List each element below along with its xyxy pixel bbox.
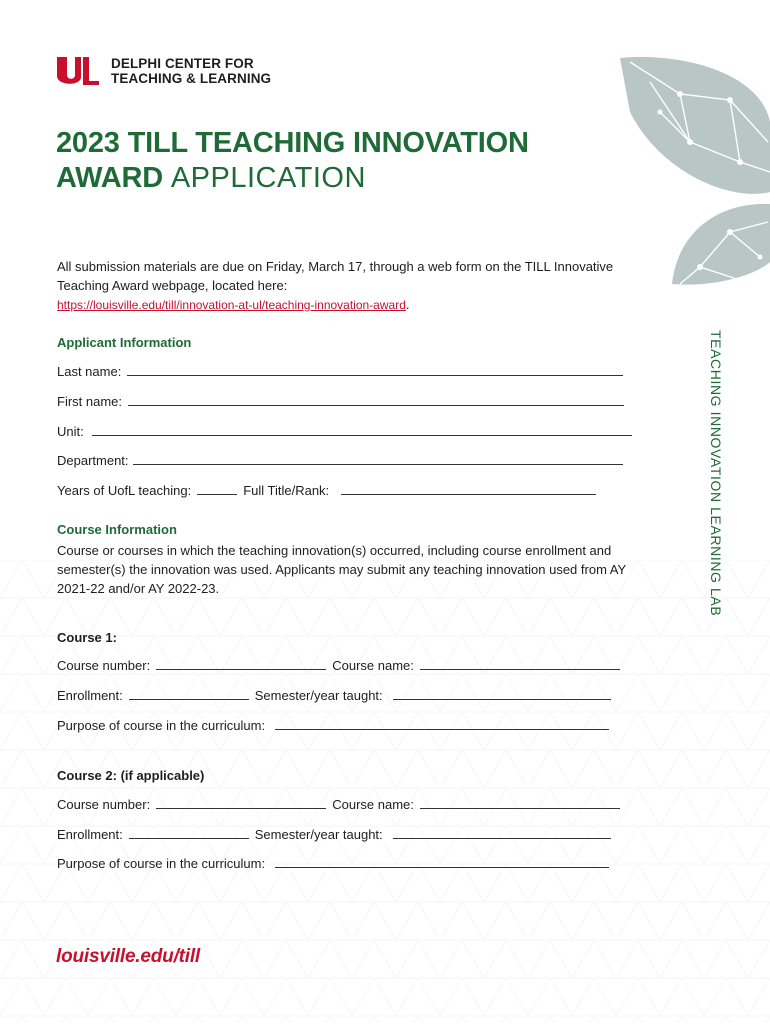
course-1-semester-line[interactable]	[393, 698, 611, 700]
course-1-purpose-line[interactable]	[275, 728, 609, 730]
unit-line[interactable]	[92, 434, 632, 436]
course-2-number-line[interactable]	[156, 807, 326, 809]
course-1-heading: Course 1:	[57, 630, 117, 645]
last-name-label: Last name:	[57, 364, 122, 379]
intro-body: All submission materials are due on Friday, March 17, through a web form on the TILL Innovative Teaching Award webpage, located here:	[57, 259, 614, 293]
course-2-semester-label: Semester/year taught:	[254, 827, 383, 842]
logo-line-1: DELPHI CENTER FOR	[111, 56, 254, 71]
delphi-logo	[55, 55, 271, 87]
footer-website-link[interactable]: louisville.edu/till	[56, 946, 201, 967]
intro-text	[57, 257, 657, 315]
course-2-number-name[interactable]	[57, 797, 620, 812]
course-1-number-label: Course number:	[57, 658, 151, 673]
award-webpage-link[interactable]: https://louisville.edu/till/innovation-at-ul/teaching-innovation-award	[57, 298, 406, 312]
course-2-semester-line[interactable]	[393, 837, 611, 839]
years-line[interactable]	[197, 493, 237, 495]
course-info-description: Course or courses in which the teaching innovation(s) occurred, including course enrollment and semester(s) the innovation was used. Applicants may submit any teaching innovation used from AY 2021-22 and/or AY 2022-23.	[57, 543, 626, 596]
course-2-name-label: Course name:	[332, 797, 414, 812]
course-1-enrollment-semester[interactable]	[57, 688, 611, 703]
course-2-number-label: Course number:	[57, 797, 151, 812]
intro-link-suffix: .	[405, 297, 410, 312]
course-2-purpose-line[interactable]	[275, 866, 609, 868]
course-1-semester-label: Semester/year taught:	[254, 688, 383, 703]
course-2-purpose[interactable]	[57, 856, 609, 871]
course-1-enrollment-label: Enrollment:	[57, 688, 123, 703]
applicant-info-heading: Applicant Information	[57, 335, 192, 350]
title-rank-line[interactable]	[341, 493, 596, 495]
course-info-heading: Course Information	[57, 522, 177, 537]
last-name-field[interactable]	[57, 364, 623, 379]
course-1-name-label: Course name:	[332, 658, 414, 673]
years-label: Years of UofL teaching:	[57, 483, 192, 498]
department-field[interactable]	[57, 453, 623, 468]
course-2-name-line[interactable]	[420, 807, 620, 809]
title-bold: 2023 TILL TEACHING INNOVATION AWARD	[56, 127, 529, 194]
course-1-name-line[interactable]	[420, 668, 620, 670]
course-2-purpose-label: Purpose of course in the curriculum:	[57, 856, 266, 871]
years-title-field[interactable]	[57, 483, 596, 498]
course-1-enrollment-line[interactable]	[129, 698, 249, 700]
department-line[interactable]	[133, 463, 623, 465]
course-1-purpose-label: Purpose of course in the curriculum:	[57, 718, 266, 733]
title-rank-label: Full Title/Rank:	[243, 483, 330, 498]
logo-line-2: TEACHING & LEARNING	[111, 71, 272, 86]
department-label: Department:	[57, 453, 129, 468]
course-1-purpose[interactable]	[57, 718, 609, 733]
course-2-enrollment-line[interactable]	[129, 837, 249, 839]
leaf-network-graphic	[620, 52, 770, 292]
course-1-number-name[interactable]	[57, 658, 620, 673]
course-2-enrollment-label: Enrollment:	[57, 827, 123, 842]
course-2-heading: Course 2: (if applicable)	[57, 768, 205, 783]
course-2-enrollment-semester[interactable]	[57, 827, 611, 842]
title-light: APPLICATION	[170, 162, 366, 194]
last-name-line[interactable]	[127, 374, 623, 376]
first-name-label: First name:	[57, 394, 123, 409]
page-title	[56, 126, 616, 196]
side-vertical-label: TEACHING INNOVATION LEARNING LAB	[708, 330, 724, 617]
first-name-field[interactable]	[57, 394, 624, 409]
uofl-logo-mark	[55, 55, 101, 87]
unit-label: Unit:	[57, 424, 84, 439]
unit-field[interactable]	[57, 424, 632, 439]
first-name-line[interactable]	[128, 404, 624, 406]
course-1-number-line[interactable]	[156, 668, 326, 670]
